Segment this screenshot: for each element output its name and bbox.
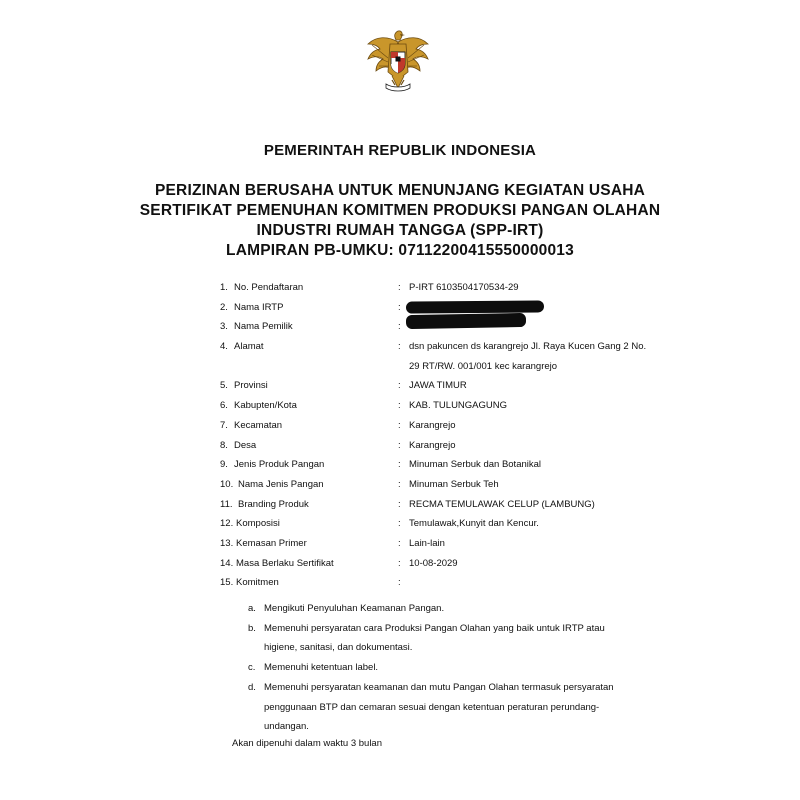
field-row-commitment bbox=[220, 576, 780, 596]
field-colon: : bbox=[398, 498, 401, 510]
field-row-address bbox=[220, 340, 780, 379]
field-label: Desa bbox=[234, 439, 257, 451]
commitment-text: Memenuhi persyaratan cara Produksi Pangan Olahan yang baik untuk IRTP atau higiene, sanitasi, dan dokumentasi. bbox=[264, 622, 605, 654]
field-value: Karangrejo bbox=[409, 419, 456, 431]
certificate-title bbox=[0, 181, 800, 261]
field-colon: : bbox=[398, 518, 401, 530]
field-colon: : bbox=[398, 400, 401, 412]
field-colon: : bbox=[398, 301, 401, 313]
field-value: RECMA TEMULAWAK CELUP (LAMBUNG) bbox=[409, 498, 595, 510]
field-label: Provinsi bbox=[234, 380, 268, 392]
commitment-item bbox=[248, 658, 628, 678]
commitment-text: Memenuhi persyaratan keamanan dan mutu Pangan Olahan termasuk persyaratan penggunaan BTP dan cemaran sesuai dengan ketentuan peraturan perundang-undangan. bbox=[264, 681, 614, 733]
field-label: Nama IRTP bbox=[234, 301, 284, 313]
field-number: 4. bbox=[220, 341, 228, 353]
field-colon: : bbox=[398, 557, 401, 569]
field-value: dsn pakuncen ds karangrejo Jl. Raya Kucen Gang 2 No. 29 RT/RW. 001/001 kec karangrejo bbox=[409, 341, 647, 372]
field-value: Lain-lain bbox=[409, 537, 445, 549]
field-label: Nama Pemilik bbox=[234, 321, 293, 333]
field-number: 9. bbox=[220, 459, 228, 471]
field-row-regency bbox=[220, 399, 780, 419]
field-value: P-IRT 6103504170534-29 bbox=[409, 282, 519, 293]
field-number: 3. bbox=[220, 321, 228, 333]
commitment-list bbox=[248, 599, 628, 737]
field-number: 11. bbox=[220, 498, 233, 510]
field-row-food-type-name bbox=[220, 478, 780, 498]
certificate-fields bbox=[220, 281, 780, 596]
field-colon: : bbox=[398, 478, 401, 490]
field-row-province bbox=[220, 379, 780, 399]
field-label: Kabupten/Kota bbox=[234, 400, 297, 412]
field-row-primary-packaging bbox=[220, 537, 780, 557]
field-number: 1. bbox=[220, 282, 228, 293]
field-value: Minuman Serbuk Teh bbox=[409, 478, 499, 490]
field-label: Nama Jenis Pangan bbox=[238, 478, 324, 490]
field-colon: : bbox=[398, 459, 401, 471]
commitment-item bbox=[248, 678, 628, 737]
field-row-village bbox=[220, 439, 780, 459]
field-label: Branding Produk bbox=[238, 498, 309, 510]
field-number: 15. bbox=[220, 577, 234, 589]
field-label: Kemasan Primer bbox=[236, 537, 307, 549]
commitment-letter: d. bbox=[248, 681, 256, 693]
field-number: 13. bbox=[220, 537, 234, 549]
field-colon: : bbox=[398, 282, 401, 293]
field-colon: : bbox=[398, 439, 401, 451]
field-value: Temulawak,Kunyit dan Kencur. bbox=[409, 518, 539, 530]
commitment-letter: a. bbox=[248, 603, 256, 614]
redaction-bar bbox=[406, 300, 544, 313]
field-colon: : bbox=[398, 321, 401, 333]
field-label: Jenis Produk Pangan bbox=[234, 459, 325, 471]
title-line: INDUSTRI RUMAH TANGGA (SPP-IRT) bbox=[256, 222, 544, 239]
field-row-composition bbox=[220, 517, 780, 537]
commitment-item bbox=[248, 619, 628, 658]
field-label: Masa Berlaku Sertifikat bbox=[236, 557, 334, 569]
field-label: Komitmen bbox=[236, 577, 279, 589]
field-colon: : bbox=[398, 380, 401, 392]
field-row-product-branding bbox=[220, 498, 780, 518]
field-value: Minuman Serbuk dan Botanikal bbox=[409, 459, 542, 471]
redaction-bar bbox=[406, 313, 526, 329]
field-colon: : bbox=[398, 577, 401, 589]
title-line: LAMPIRAN PB-UMKU: 07112200415550000013 bbox=[226, 242, 574, 259]
field-number: 2. bbox=[220, 301, 228, 313]
field-number: 6. bbox=[220, 400, 228, 412]
field-number: 5. bbox=[220, 380, 228, 392]
field-row-certificate-validity bbox=[220, 557, 780, 577]
commitment-item bbox=[248, 599, 628, 619]
commitment-text: Mengikuti Penyuluhan Keamanan Pangan. bbox=[264, 603, 445, 614]
commitment-letter: b. bbox=[248, 622, 256, 634]
field-value: 10-08-2029 bbox=[409, 557, 458, 569]
title-line: PERIZINAN BERUSAHA UNTUK MENUNJANG KEGIATAN USAHA bbox=[154, 182, 646, 199]
field-label: Alamat bbox=[234, 341, 264, 353]
field-colon: : bbox=[398, 419, 401, 431]
field-row-district bbox=[220, 419, 780, 439]
field-number: 8. bbox=[220, 439, 228, 451]
field-value: Karangrejo bbox=[409, 439, 456, 451]
field-number: 10. bbox=[220, 478, 234, 490]
field-number: 14. bbox=[220, 557, 234, 569]
field-number: 7. bbox=[220, 419, 228, 431]
commitment-text: Memenuhi ketentuan label. bbox=[264, 662, 379, 674]
field-row-registration-number bbox=[220, 281, 780, 301]
government-heading: PEMERINTAH REPUBLIK INDONESIA bbox=[263, 142, 537, 159]
field-colon: : bbox=[398, 341, 401, 353]
title-line: SERTIFIKAT PEMENUHAN KOMITMEN PRODUKSI PANGAN OLAHAN bbox=[139, 202, 661, 219]
field-row-product-type bbox=[220, 458, 780, 478]
field-label: Kecamatan bbox=[234, 419, 283, 431]
fulfillment-note: Akan dipenuhi dalam waktu 3 bulan bbox=[232, 738, 382, 749]
field-label: No. Pendaftaran bbox=[234, 282, 304, 293]
field-value: KAB. TULUNGAGUNG bbox=[409, 400, 508, 412]
garuda-emblem-icon bbox=[362, 28, 434, 100]
field-number: 12. bbox=[220, 518, 234, 530]
field-label: Komposisi bbox=[236, 518, 280, 530]
field-colon: : bbox=[398, 537, 401, 549]
field-value: JAWA TIMUR bbox=[409, 380, 467, 392]
commitment-letter: c. bbox=[248, 662, 256, 674]
